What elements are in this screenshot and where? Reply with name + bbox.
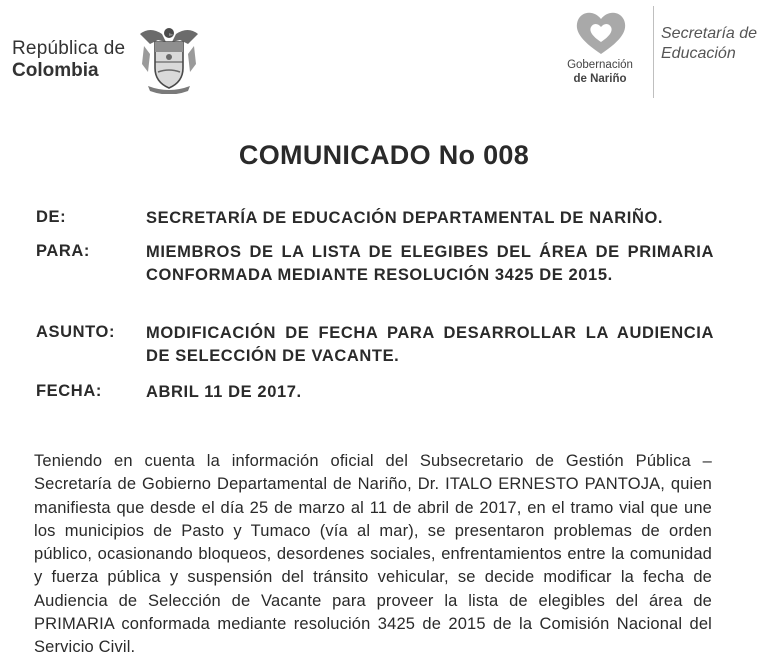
field-value-para: MIEMBROS DE LA LISTA DE ELEGIBES DEL ÁREA DE PRIMARIA CONFORMADA MEDIANTE RESOLUCIÓN 3425 DE 2015. — [146, 243, 714, 284]
educacion-line: Educación — [661, 45, 736, 62]
header-divider — [653, 6, 654, 98]
field-value-de: SECRETARÍA DE EDUCACIÓN DEPARTAMENTAL DE NARIÑO. — [146, 209, 664, 227]
de-narino-line: de Nariño — [573, 73, 627, 85]
field-label-de: DE: — [36, 208, 67, 226]
field-value-fecha: ABRIL 11 DE 2017. — [146, 383, 302, 401]
field-label-asunto: ASUNTO: — [36, 323, 116, 341]
body-paragraph: Teniendo en cuenta la información oficial del Subsecretario de Gestión Pública – Secretaría de Gobierno Departamental de Nariño, Dr. ITALO ERNESTO PANTOJA, quien manifiesta que desde el día 25 de marzo al 11 de abril de 2017, en el tramo vial que une los municipios de Pasto y Tumaco (vía al mar), se presentaron problemas de orden público, ocasionando bloqueos, desordenes sociales, enfrentamientos entre la comunidad y fuerza pública y suspensión del tránsito vehicular, se decide modificar la fecha de Audiencia de Selección de Vacante para proveer la lista de elegibles del área de PRIMARIA conformada mediante resolución 3425 de 2015 de la Comisión Nacional del Servicio Civil. — [34, 452, 712, 657]
field-value-asunto: MODIFICACIÓN DE FECHA PARA DESARROLLAR LA AUDIENCIA DE SELECCIÓN DE VACANTE. — [146, 324, 714, 365]
colombia-line: Colombia — [12, 60, 99, 81]
gobernacion-wordmark — [560, 58, 640, 86]
secretaria-educacion-wordmark — [661, 24, 757, 64]
republica-de-colombia-wordmark — [12, 38, 125, 82]
document-title: COMUNICADO No 008 — [238, 140, 530, 170]
field-label-fecha: FECHA: — [36, 382, 102, 400]
secretaria-line: Secretaría de — [661, 25, 758, 42]
heart-logo-icon — [572, 8, 630, 58]
republica-line: República de — [12, 38, 126, 59]
colombia-coat-of-arms-icon — [136, 24, 202, 94]
gobernacion-line: Gobernación — [567, 59, 633, 71]
field-label-para: PARA: — [36, 242, 91, 260]
